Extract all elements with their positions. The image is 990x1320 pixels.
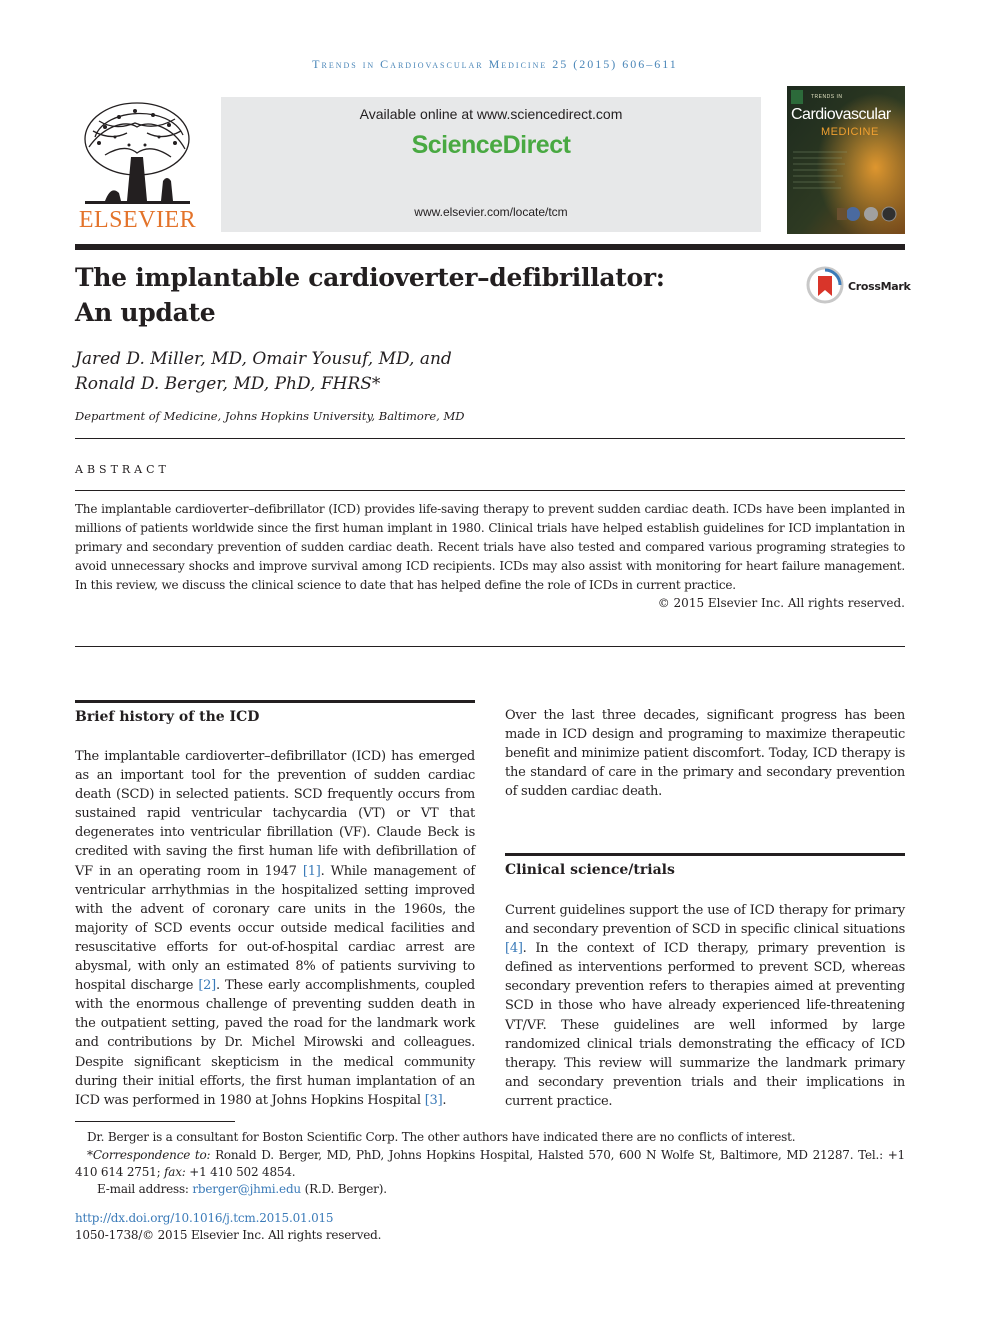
correspondence-footnote [75, 1147, 905, 1181]
history-heading: Brief history of the ICD [75, 709, 260, 725]
cover-line2: Cardiovascular [791, 106, 891, 123]
clinical-heading: Clinical science/trials [505, 862, 675, 878]
journal-url[interactable]: www.elsevier.com/locate/tcm [414, 205, 568, 219]
fax-label: fax: [164, 1165, 186, 1179]
correspondence-label: Correspondence to: [92, 1148, 211, 1162]
history-paragraph-2: Over the last three decades, significant progress has been made in ICD design and programing to maximize therapeutic benefit and minimize patient discomfort. Today, ICD therapy is the standard of care in the primary and secondary prevention of sudden cardiac death. [505, 708, 905, 800]
clinical-paragraph [505, 901, 905, 1111]
fax-number: +1 410 502 4854. [185, 1165, 296, 1179]
sciencedirect-logo[interactable]: ScienceDirect [411, 131, 571, 159]
issn-line: 1050-1738/© 2015 Elsevier Inc. All rights reserved. [75, 1228, 382, 1242]
email-footnote [75, 1181, 905, 1198]
abstract-heading: ABSTRACT [75, 463, 170, 476]
history-text-c: . These early accomplishments, coupled with the enormous challenge of preventing sudden death in the outpatient setting, paved the road for the landmark work and contributions by Dr. Michel Mirowski and colleagues. Despite significant skepticism in the medical community during their initial efforts, the first human implantation of an ICD was performed in 1980 at Johns Hopkins Hospital [75, 978, 476, 1108]
clinical-section-rule [505, 853, 905, 856]
history-paragraph [75, 747, 475, 1110]
authors-line2: Ronald D. Berger, MD, PhD, FHRS* [75, 374, 381, 394]
tel-number: +1 410 614 2751; [75, 1148, 905, 1179]
crossmark-icon[interactable] [806, 266, 844, 304]
abstract-bottom-rule [75, 646, 905, 647]
citation-link[interactable]: [2] [198, 978, 216, 994]
available-online-text: Available online at www.sciencedirect.com [359, 106, 623, 122]
doi-url[interactable]: http://dx.doi.org/10.1016/j.tcm.2015.01.015 [75, 1211, 334, 1225]
citation-link[interactable]: [3] [424, 1092, 443, 1108]
crossmark-label[interactable]: CrossMark [848, 280, 911, 293]
disclosure-footnote: Dr. Berger is a consultant for Boston Scientific Corp. The other authors have indicated there are no conflicts of interest. [87, 1130, 796, 1144]
abstract-text: The implantable cardioverter–defibrillator (ICD) provides life-saving therapy to prevent sudden cardiac death. ICDs have been implanted in millions of patients worldwide since the first human implant in 1980. Clinical trials have helped establish guidelines for ICD implantation in primary and secondary prevention of sudden cardiac death. Recent trials have also tested and compared various programing strategies to avoid unnecessary shocks and improve survival among ICD recipients. ICDs may also assist with monitoring for heart failure management. In this review, we discuss the clinical science to date that has helped define the role of ICDs in current practice. [75, 502, 905, 592]
abstract-copyright: © 2015 Elsevier Inc. All rights reserved. [657, 596, 905, 610]
clinical-text-b: . In the context of ICD therapy, primary prevention is defined as interventions performed to prevent SCD, whereas secondary prevention refers to therapies aimed at preventing SCD in those who have already experienced life-threatening VT/VF. These guidelines are well informed by large randomized clinical trials demonstrating the efficacy of ICD therapy. This review will summarize the landmark primary and secondary prevention trials and their implications in current practice. [505, 941, 905, 1109]
history-text-b: . While management of ventricular arrhythmias in the hospitalized setting improved with the advent of coronary care units in the 1960s, the majority of SCD events occur outside medical facilities and resuscitative efforts for out-of-hospital cardiac arrest are abysmal, with only an estimated 8% of patients surviving to hospital discharge [75, 863, 475, 994]
abstract-top-rule [75, 490, 905, 491]
tel-label: Tel.: [858, 1148, 883, 1162]
history-section-rule [75, 700, 475, 703]
article-title [75, 260, 755, 330]
authors-line1: Jared D. Miller, MD, Omair Yousuf, MD, and [75, 349, 452, 369]
journal-cover [787, 86, 905, 234]
affiliation: Department of Medicine, Johns Hopkins University, Baltimore, MD [75, 409, 465, 423]
citation-link[interactable]: [4] [505, 941, 523, 957]
author-list [75, 347, 775, 397]
history-text-d: . [442, 1092, 447, 1108]
cover-line3: MEDICINE [821, 126, 879, 138]
history-text-a: The implantable cardioverter–defibrillator (ICD) has emerged as an important tool for the prevention of sudden cardiac death (SCD) in selected patients. SCD frequently occurs from sustained rapid ventricular tachycardia (VT) or VT that degenerates into ventricular fibrillation (VF). Claude Beck is credited with saving the first human life with defibrillation of VF in an operating room in 1947 [75, 749, 475, 879]
citation-link[interactable]: [1] [302, 863, 321, 879]
email-link[interactable]: rberger@jhmi.edu [192, 1182, 301, 1196]
title-line1: The implantable cardioverter–defibrillator: [75, 263, 665, 292]
title-line2: An update [75, 298, 216, 327]
cover-line1: TRENDS IN [811, 94, 843, 100]
footnote-rule [75, 1121, 235, 1122]
elsevier-wordmark: ELSEVIER [78, 207, 197, 233]
email-suffix: (R.D. Berger). [300, 1182, 387, 1196]
email-label: E-mail address: [97, 1182, 193, 1196]
header-rule [75, 244, 905, 250]
affiliation-rule [75, 438, 905, 439]
running-head: Trends in Cardiovascular Medicine 25 (2015) 606–611 [312, 57, 678, 71]
doi-link[interactable] [75, 1210, 905, 1227]
footnote-marker: * [87, 1148, 93, 1162]
correspondence-address: Ronald D. Berger, MD, PhD, Johns Hopkins Hospital, Halsted 570, 600 N Wolfe St, Baltimore, MD 21287. [210, 1148, 854, 1162]
clinical-text-a: Current guidelines support the use of ICD therapy for primary and secondary prevention of SCD in specific clinical situations [505, 903, 905, 938]
